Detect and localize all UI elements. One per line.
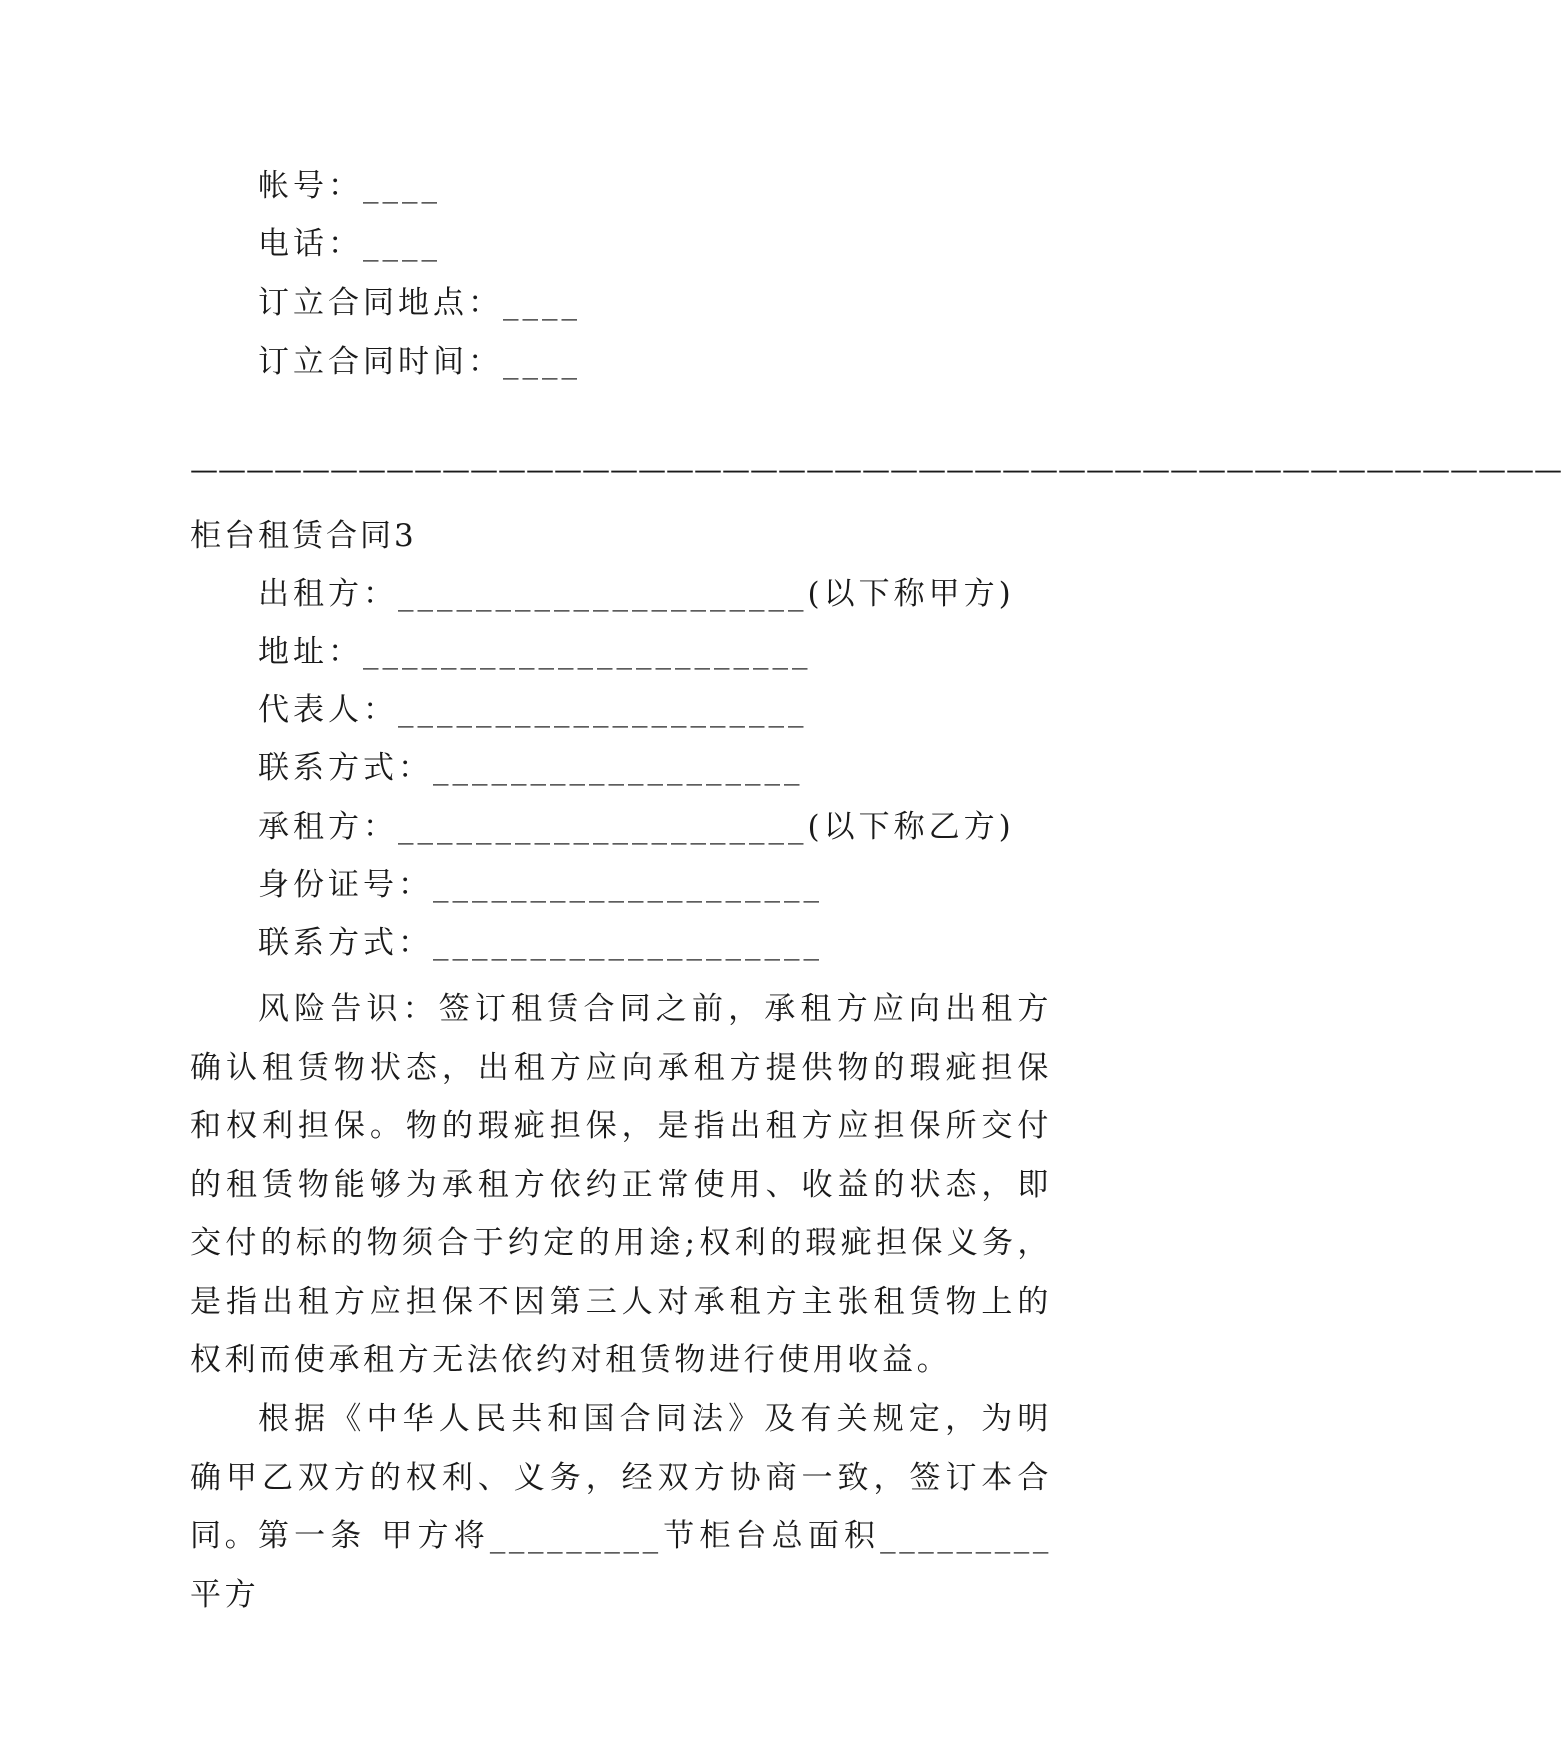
phone-line: 电话：____ <box>258 226 441 262</box>
lessee-contact-field: 联系方式：____________________ <box>258 925 823 961</box>
lessor-contact-field: 联系方式：___________________ <box>258 750 804 786</box>
account-line: 帐号：____ <box>258 168 441 204</box>
contract-title: 柜台租赁合同3 <box>190 518 417 554</box>
sign-place-line: 订立合同地点：____ <box>258 285 581 321</box>
section-divider: ————————————————————————————————————————————————— <box>190 453 1562 486</box>
lessee-field: 承租方：_____________________(以下称乙方) <box>258 809 1015 845</box>
risk-notice-paragraph: 风险告识：签订租赁合同之前，承租方应向出租方确认租赁物状态，出租方应向承租方提供物的瑕疵担保和权利担保。物的瑕疵担保，是指出租方应担保所交付的租赁物能够为承租方依约正常使用、收益的状态，即交付的标的物须合于约定的用途;权利的瑕疵担保义务，是指出租方应担保不因第三人对承租方主张租赁物上的权利而使承租方无法依约对租赁物进行使用收益。 <box>190 991 1052 1378</box>
id-number-field: 身份证号：____________________ <box>258 867 823 903</box>
representative-field: 代表人：_____________________ <box>258 692 808 728</box>
address-field: 地址：_______________________ <box>258 634 812 670</box>
lessor-field: 出租方：_____________________(以下称甲方) <box>258 576 1015 612</box>
article-1-paragraph: 第一条 甲方将_________节柜台总面积_________平方 <box>190 1518 1052 1613</box>
legal-basis-paragraph: 根据《中华人民共和国合同法》及有关规定，为明确甲乙双方的权利、义务，经双方协商一致，签订本合同。 <box>190 1401 1052 1554</box>
sign-time-line: 订立合同时间：____ <box>258 344 581 380</box>
